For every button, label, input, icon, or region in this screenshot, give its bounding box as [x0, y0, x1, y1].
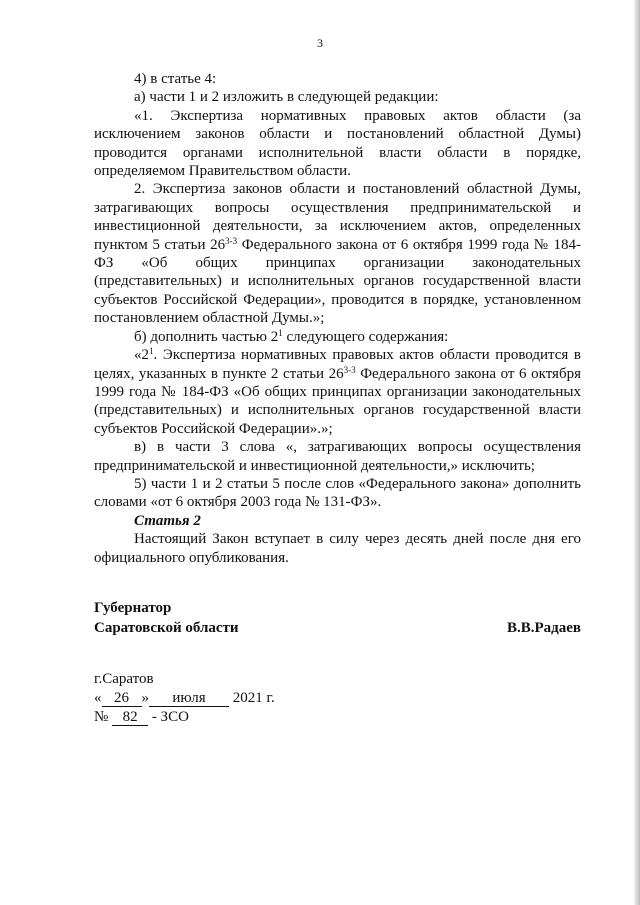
part21-text-start: «2 — [134, 347, 149, 364]
footer-date — [94, 689, 275, 708]
article2-title: Статья 2 — [134, 512, 201, 529]
item-b-text-start: б) дополнить частью 2 — [134, 328, 279, 345]
date-day: 26 — [102, 691, 142, 707]
signatory-name: В.В.Радаев — [506, 620, 581, 636]
part2-text-start: 2. Экспертиза законов области и постановлений областной Думы, затрагивающих вопросы осуществления предпринимательской и инвестиционной деятельности, за исключением актов, определенных пунктом 5 статьи 26 — [94, 181, 581, 253]
paragraph-item-v: в) в части 3 слова «, затрагивающих вопросы осуществления предпринимательской и инвестиционной деятельности,» исключить; — [94, 439, 581, 474]
date-month: июля — [149, 691, 229, 707]
part2-superscript: 3-3 — [225, 235, 238, 246]
part21-text-mid: . Экспертиза нормативных правовых актов области проводится в целях, указанных в пункте 2 статьи 26 — [94, 347, 581, 382]
scan-edge — [634, 0, 640, 905]
paragraph-item-a: а) части 1 и 2 изложить в следующей редакции: — [134, 89, 439, 106]
footer-block — [94, 670, 275, 727]
paragraph-part2 — [94, 180, 581, 327]
signature-title-line1: Губернатор — [94, 600, 172, 616]
footer-number — [94, 708, 275, 727]
date-quote-close: » — [141, 690, 149, 706]
signature-title-line2: Саратовской области — [94, 620, 239, 636]
paragraph-item4: 4) в статье 4: — [134, 71, 217, 87]
part2-text-end: Федерального закона от 6 октября 1999 года № 184-ФЗ «Об общих принципах организации законодательных (представительных) и исполнительных органов государственной власти субъектов Российской Федерации», проводится в порядке, установленном постановлением областной Думы.»; — [94, 236, 581, 327]
paragraph-part1: «1. Экспертиза нормативных правовых актов области (за исключением законов области и постановлений областной Думы) проводится органами исполнительной власти области в порядке, определяемом Правительством области. — [94, 107, 581, 180]
paragraph-item-b — [94, 328, 581, 346]
part21-superscript-2: 3-3 — [343, 364, 356, 375]
law-body — [94, 70, 581, 567]
number-value: 82 — [112, 710, 148, 726]
number-suffix: - ЗСО — [151, 709, 189, 725]
item-b-text-end: следующего содержания: — [282, 328, 449, 345]
signature-block — [94, 598, 581, 638]
part21-text-end: Федерального закона от 6 октября 1999 года № 184-ФЗ «Об общих принципах организации законодательных (представительных) и исполнительных органов государственной власти субъектов Российской Федерации».»; — [94, 365, 581, 437]
paragraph-part2-1 — [94, 346, 581, 438]
page-number: 3 — [317, 36, 323, 50]
paragraph-item5: 5) части 1 и 2 статьи 5 после слов «Федерального закона» дополнить словами «от 6 октября 2003 года № 131-ФЗ». — [94, 475, 581, 511]
paragraph-article2: Настоящий Закон вступает в силу через десять дней после дня его официального опубликования. — [94, 531, 581, 566]
number-prefix: № — [94, 709, 109, 725]
date-quote-open: « — [94, 690, 102, 706]
part21-superscript: 1 — [149, 346, 154, 357]
footer-city: г.Саратов — [94, 671, 154, 687]
date-year: 2021 г. — [232, 690, 275, 706]
item-b-superscript: 1 — [278, 327, 283, 338]
